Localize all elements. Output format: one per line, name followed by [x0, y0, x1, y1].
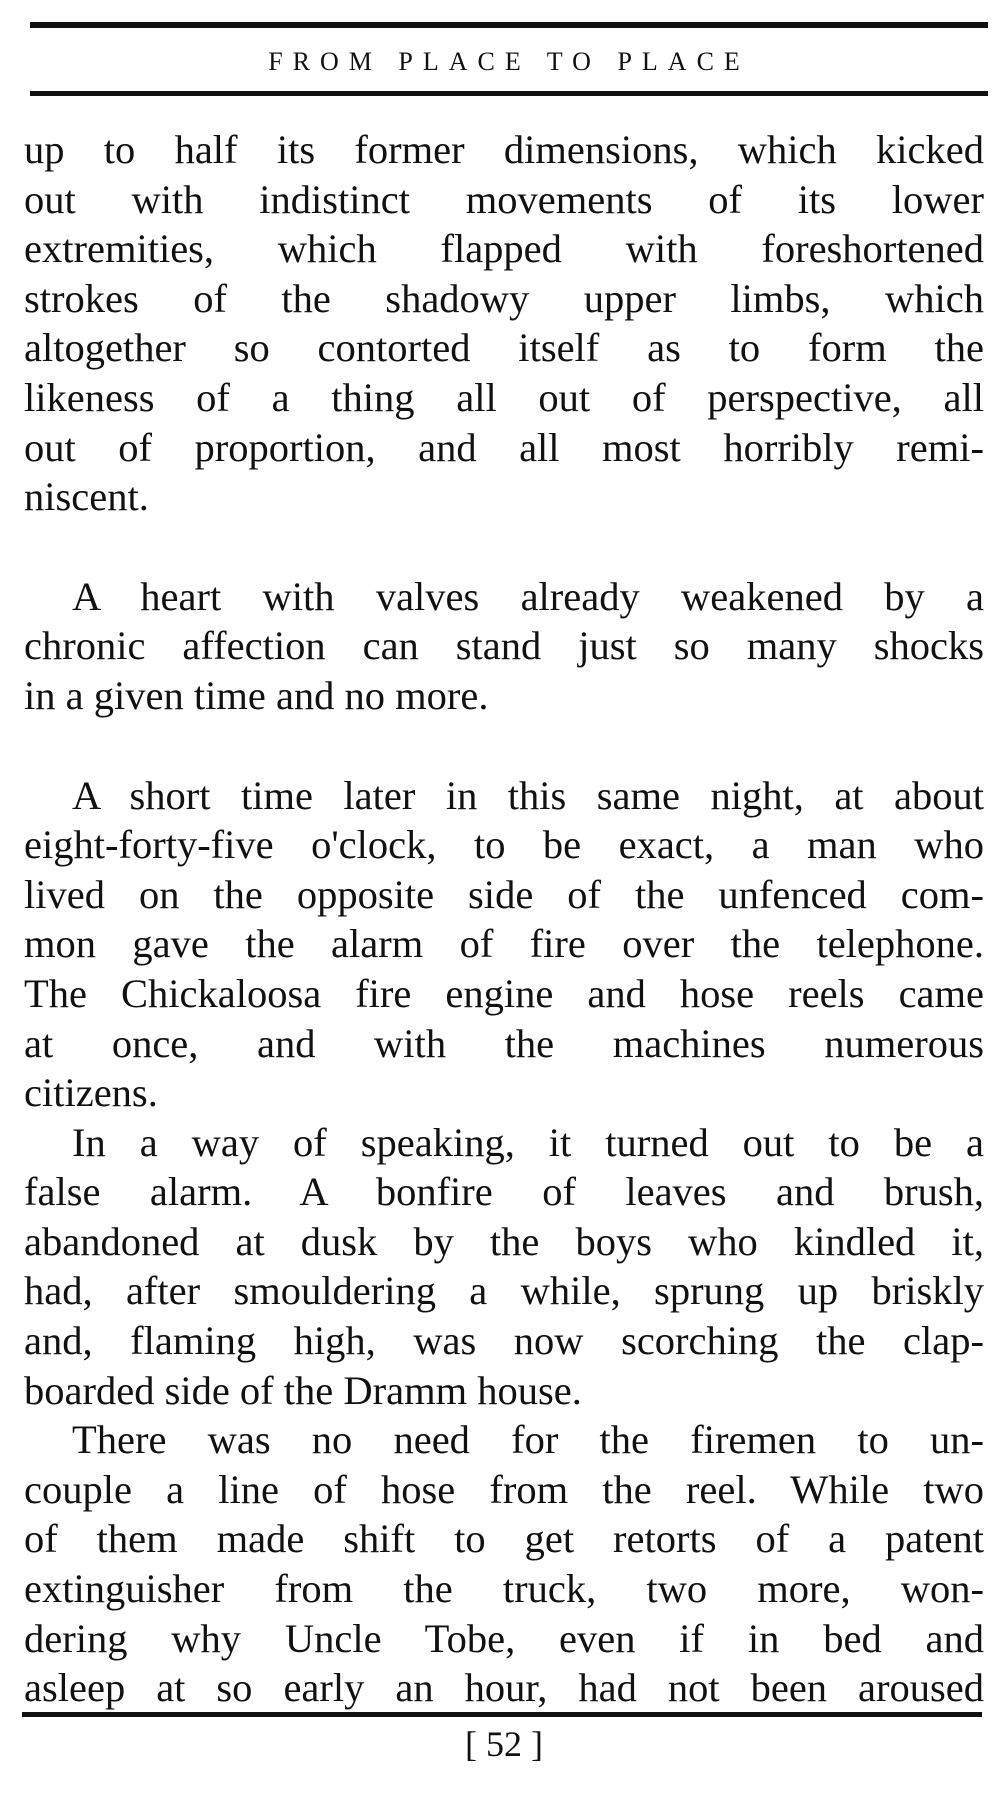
- running-head: FROM PLACE TO PLACE: [268, 47, 750, 76]
- text-line: abandoned at dusk by the boys who kindled it,: [24, 1218, 984, 1264]
- text-line: niscent.: [24, 474, 149, 520]
- paragraph: [24, 572, 984, 721]
- text-line: of them made shift to get retorts of a patent: [24, 1516, 984, 1562]
- text-line: In a way of speaking, it turned out to be a: [72, 1119, 984, 1165]
- text-line: extremities, which flapped with foreshortened: [24, 226, 984, 272]
- paragraph-gap: [24, 721, 984, 771]
- body-text: [24, 125, 984, 1713]
- text-line: eight-forty-five o'clock, to be exact, a man who: [24, 822, 984, 868]
- text-line: at once, and with the machines numerous: [24, 1020, 984, 1066]
- text-line: asleep at so early an hour, had not been aroused: [24, 1665, 984, 1711]
- text-line: A short time later in this same night, at about: [72, 772, 984, 818]
- text-line: out with indistinct movements of its lower: [24, 176, 984, 222]
- text-line: dering why Uncle Tobe, even if in bed and: [24, 1615, 984, 1661]
- text-line: out of proportion, and all most horribly remi-: [24, 424, 984, 470]
- text-line: lived on the opposite side of the unfenced com-: [24, 871, 984, 917]
- page-number: [ 52 ]: [465, 1724, 543, 1764]
- text-line: strokes of the shadowy upper limbs, which: [24, 275, 984, 321]
- text-line: citizens.: [24, 1070, 158, 1116]
- paragraph: [24, 125, 984, 522]
- text-line: up to half its former dimensions, which kicked: [24, 127, 984, 172]
- text-line: boarded side of the Dramm house.: [24, 1367, 582, 1413]
- text-line: and, flaming high, was now scorching the clap-: [24, 1318, 984, 1364]
- text-line: had, after smouldering a while, sprung up briskly: [24, 1268, 984, 1314]
- header-bottom-rule: [30, 91, 988, 96]
- text-line: A heart with valves already weakened by a: [72, 573, 984, 619]
- text-line: altogether so contorted itself as to form the: [24, 325, 984, 371]
- paragraph-gap: [24, 522, 984, 572]
- text-line: couple a line of hose from the reel. While two: [24, 1466, 984, 1512]
- paragraph: [24, 1118, 984, 1416]
- text-line: extinguisher from the truck, two more, won-: [24, 1566, 984, 1612]
- text-line: mon gave the alarm of fire over the telephone.: [24, 921, 984, 967]
- text-line: chronic affection can stand just so many shocks: [24, 623, 984, 669]
- text-line: false alarm. A bonfire of leaves and brush,: [24, 1169, 984, 1215]
- text-line: in a given time and no more.: [24, 672, 489, 718]
- text-line: The Chickaloosa fire engine and hose reels came: [24, 970, 984, 1016]
- footer-rule: [22, 1712, 982, 1717]
- text-line: likeness of a thing all out of perspective, all: [24, 374, 984, 420]
- paragraph: [24, 1415, 984, 1713]
- header-top-rule: [30, 22, 988, 28]
- paragraph: [24, 771, 984, 1118]
- text-line: There was no need for the firemen to un-: [72, 1417, 984, 1463]
